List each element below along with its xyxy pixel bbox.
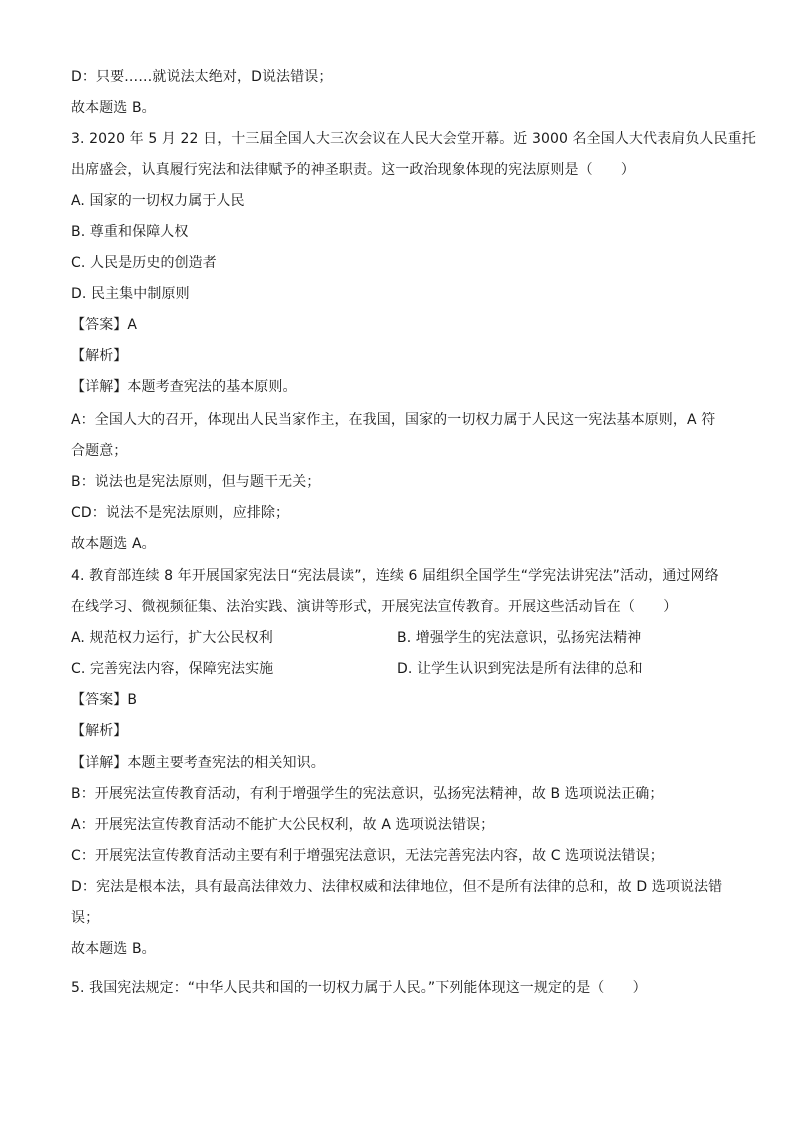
detail-text: C：开展宪法宣传教育活动主要有利于增强宪法意识，无法完善宪法内容，故 C 选项说法错误；: [71, 848, 664, 864]
text-line: 故本题选 B。: [71, 100, 156, 116]
detail-text: 误；: [71, 910, 100, 926]
question-4-option-c: C. 完善宪法内容，保障宪法实施: [71, 661, 274, 677]
detail-text: 故本题选 A。: [71, 536, 156, 552]
detail-text: 【详解】本题考查宪法的基本原则。: [71, 379, 297, 395]
detail-text: A：全国人大的召开，体现出人民当家作主，在我国，国家的一切权力属于人民这一宪法基本原则，A 符: [71, 412, 716, 428]
detail-text: 故本题选 B。: [71, 941, 156, 957]
question-4-option-b: B. 增强学生的宪法意识，弘扬宪法精神: [397, 630, 642, 646]
answer-label: 【答案】A: [71, 317, 138, 333]
question-4-option-d: D. 让学生认识到宪法是所有法律的总和: [397, 661, 643, 677]
detail-text: B：开展宪法宣传教育活动，有利于增强学生的宪法意识，弘扬宪法精神，故 B 选项说法正确；: [71, 786, 664, 802]
question-3-stem: 3. 2020 年 5 月 22 日，十三届全国人大三次会议在人民大会堂开幕。近 3000 名全国人大代表肩负人民重托: [71, 131, 756, 147]
text-line: D：只要……就说法太绝对，D说法错误；: [71, 69, 333, 85]
detail-text: A：开展宪法宣传教育活动不能扩大公民权利，故 A 选项说法错误；: [71, 817, 495, 833]
question-4-option-a: A. 规范权力运行，扩大公民权利: [71, 630, 273, 646]
question-3-option-d: D. 民主集中制原则: [71, 286, 190, 302]
question-4-stem: 4. 教育部连续 8 年开展国家宪法日“宪法晨读”，连续 6 届组织全国学生“学宪法讲宪法”活动，通过网络: [71, 568, 719, 584]
analysis-label: 【解析】: [71, 723, 128, 739]
question-3-option-c: C. 人民是历史的创造者: [71, 255, 217, 271]
question-4-stem: 在线学习、微视频征集、法治实践、演讲等形式，开展宪法宣传教育。开展这些活动旨在（ ）: [71, 599, 678, 615]
question-5-stem: 5. 我国宪法规定：“中华人民共和国的一切权力属于人民。”下列能体现这一规定的是（ ）: [71, 980, 647, 996]
detail-text: 【详解】本题主要考查宪法的相关知识。: [71, 755, 325, 771]
detail-text: CD：说法不是宪法原则，应排除；: [71, 505, 290, 521]
question-3-stem: 出席盛会，认真履行宪法和法律赋予的神圣职责。这一政治现象体现的宪法原则是（ ）: [71, 162, 635, 178]
question-3-option-b: B. 尊重和保障人权: [71, 224, 189, 240]
analysis-label: 【解析】: [71, 348, 128, 364]
detail-text: D：宪法是根本法，具有最高法律效力、法律权威和法律地位，但不是所有法律的总和，故 D 选项说法错: [71, 879, 723, 895]
question-3-option-a: A. 国家的一切权力属于人民: [71, 193, 245, 209]
answer-label: 【答案】B: [71, 692, 138, 708]
detail-text: B：说法也是宪法原则，但与题干无关；: [71, 474, 321, 490]
detail-text: 合题意；: [71, 443, 128, 459]
